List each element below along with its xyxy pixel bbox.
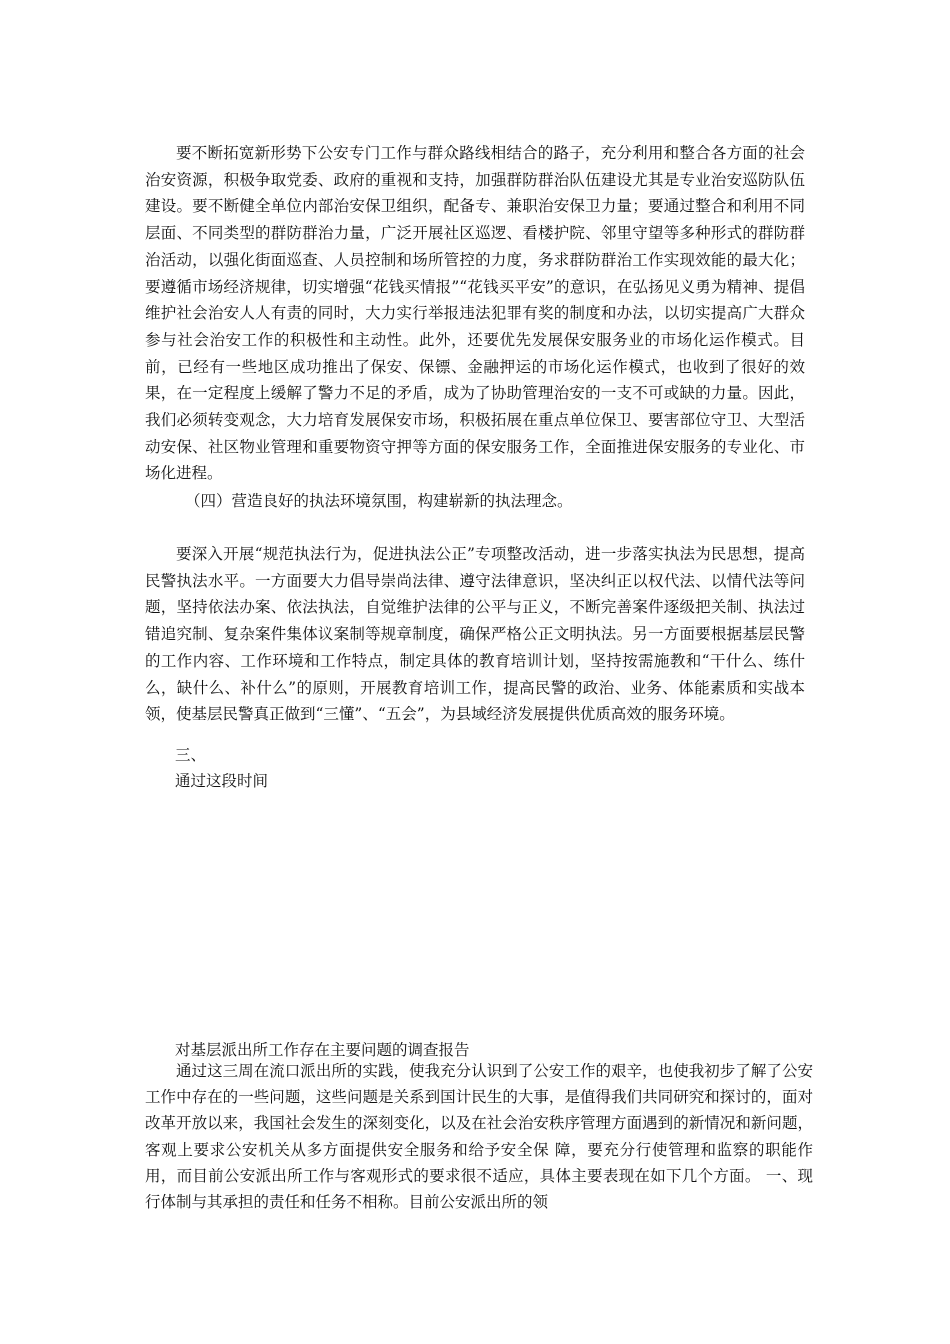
paragraph-1: 要不断拓宽新形势下公安专门工作与群众路线相结合的路子，充分利用和整合各方面的社会治安资源，积极争取党委、政府的重视和支持，加强群防群治队伍建设尤其是专业治安巡防队伍建设。要不断健全单位内部治安保卫组织，配备专、兼职治安保卫力量；要通过整合和利用不同层面、不同类型的群防群治力量，广泛开展社区巡逻、看楼护院、邻里守望等多种形式的群防群治活动，以强化街面巡查、人员控制和场所管控的力度，务求群防群治工作实现效能的最大化；要遵循市场经济规律，切实增强“花钱买情报”“花钱买平安”的意识，在弘扬见义勇为精神、提倡维护社会治安人人有责的同时，大力实行举报违法犯罪有奖的制度和办法，以切实提高广大群众参与社会治安工作的积极性和主动性。此外，还要优先发展保安服务业的市场化运作模式。目前，已经有一些地区成功推出了保安、保镖、金融押运的市场化运作模式，也收到了很好的效果，在一定程度上缓解了警力不足的矛盾，成为了协助管理治安的一支不可或缺的力量。因此，我们必须转变观念，大力培育发展保安市场，积极拓展在重点单位保卫、要害部位守卫、大型活动安保、社区物业管理和重要物资守押等方面的保安服务工作，全面推进保安服务的专业化、市场化进程。 <box>145 144 805 483</box>
paragraph-3: 通过这三周在流口派出所的实践，使我充分认识到了公安工作的艰辛，也使我初步了解了公安工作中存在的一些问题，这些问题是关系到国计民生的大事，是值得我们共同研究和探讨的，面对改革开放以来，我国社会发生的深刻变化，以及在社会治安秩序管理方面遇到的新情况和新问题，客观上要求公安机关从多方面提供安全服务和给予安全保 障，要充分行使管理和监察的职能作用，而目前公安派出所工作与客观形式的要求很不适应，具体主要表现在如下几个方面。 一、现行体制与其承担的责任和任务不相称。目前公安派出所的领 <box>145 1062 813 1212</box>
section-heading-4: （四）营造良好的执法环境氛围，构建崭新的执法理念。 <box>185 492 573 510</box>
paragraph-2: 要深入开展“规范执法行为，促进执法公正”专项整改活动，进一步落实执法为民思想，提高民警执法水平。一方面要大力倡导崇尚法律、遵守法律意识，坚决纠正以权代法、以情代法等问题，坚持依法办案、依法执法，自觉维护法律的公平与正义，不断完善案件逐级把关制、执法过错追究制、复杂案件集体议案制等规章制度，确保严格公正文明执法。另一方面要根据基层民警的工作内容、工作环境和工作特点，制定具体的教育培训计划，坚持按需施教和“干什么、练什么，缺什么、补什么”的原则，开展教育培训工作，提高民警的政治、业务、体能素质和实战本领，使基层民警真正做到“三懂”、“五会”，为县域经济发展提供优质高效的服务环境。 <box>145 545 805 724</box>
report-title: 对基层派出所工作存在主要问题的调查报告 <box>175 1041 470 1059</box>
section-number-3: 三、 <box>175 746 207 764</box>
fragment-line: 通过这段时间 <box>175 772 269 790</box>
